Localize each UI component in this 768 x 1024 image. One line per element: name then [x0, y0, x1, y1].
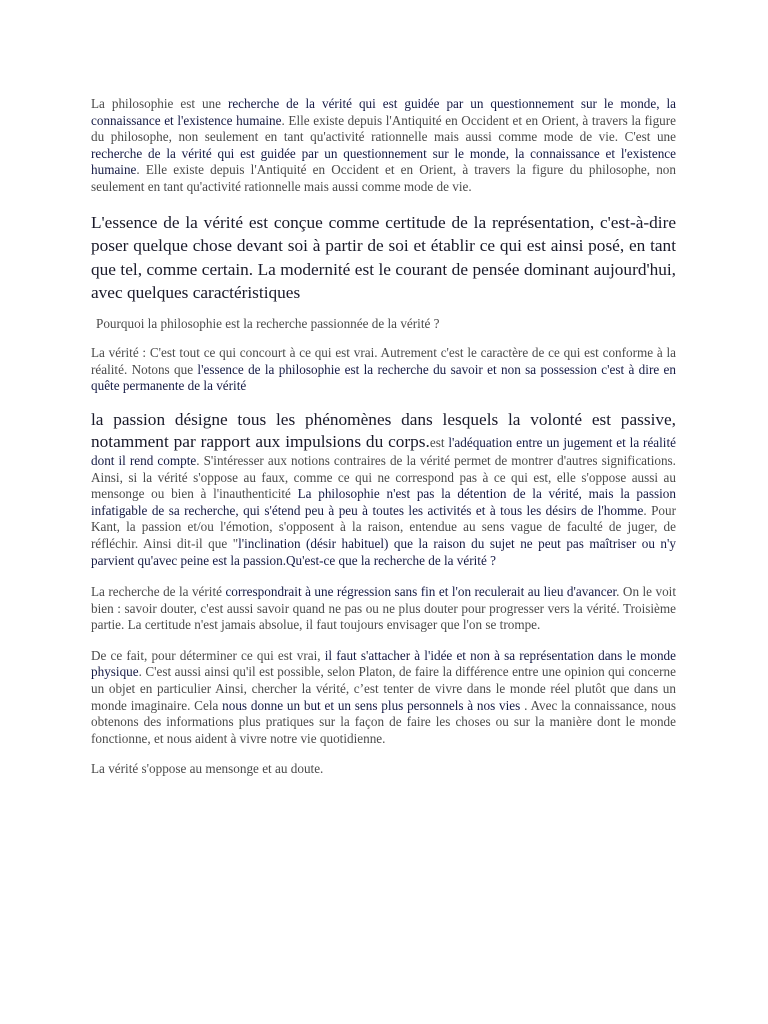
text-run: L'essence de la vérité est conçue comme certitude de la représentation, c'est-à-dire poser quelque chose devant soi à partir de soi et établir ce qui est ainsi posé, en tant que tel, comme certain. La modernité est le courant de pensée dominant aujourd'hui, avec quelques caractéristiques: [91, 212, 676, 303]
paragraph-intro: [91, 96, 676, 196]
paragraph-recherche: [91, 584, 676, 634]
text-run: . Pour Kant, la passion et/ou l'émotion, s'opposent à la raison, entendue au sens vague de faculté de juger, de réfléchir. Ainsi dit-il que ": [91, 502, 676, 551]
document-page: [91, 96, 676, 778]
paragraph-verite: [91, 345, 676, 395]
text-run: La vérité s'oppose au mensonge et au doute.: [91, 761, 324, 777]
text-run: est: [429, 434, 449, 450]
text-run: La recherche de la vérité: [91, 584, 226, 600]
text-run: . Avec la connaissance, nous obtenons des informations plus pratiques sur la façon de faire les choses ou sur la manière dont le monde fonctionne, et nous aident à vivre notre vie quotidienne.: [91, 697, 676, 746]
highlighted-text: recherche de la vérité qui est guidée par un questionnement sur le monde, la connaissance et l'existence humaine: [91, 96, 676, 128]
question-heading: [91, 316, 676, 333]
highlighted-text: correspondrait à une régression sans fin et l'on reculerait au lieu d'avancer: [225, 584, 617, 600]
highlighted-text: nous donne un but et un sens plus personnels à nos vies: [222, 697, 521, 713]
text-run: De ce fait, pour déterminer ce qui est vrai,: [91, 647, 325, 663]
text-run: La philosophie est une: [91, 96, 228, 111]
text-run: . C'est aussi ainsi qu'il est possible, selon Platon, de faire la différence entre une opinion qui concerne un objet en particulier Ainsi, chercher la vérité, c’est tenter de vivre dans le monde réel plutôt que dans un monde imaginaire. Cela: [91, 664, 676, 713]
text-run: . Elle existe depuis l'Antiquité en Occident et en Orient, à travers la figure du philosophe, non seulement en tant qu'activité rationnelle mais aussi comme mode de vie.: [91, 162, 676, 194]
large-text-run: la passion désigne tous les phénomènes dans lesquels la volonté est passive, notamment par rapport aux impulsions du corps.: [91, 409, 676, 451]
text-run: Pourquoi la philosophie est la recherche passionnée de la vérité ?: [96, 315, 440, 331]
highlighted-text: il faut s'attacher à l'idée et non à sa représentation dans le monde physique: [91, 647, 677, 680]
highlighted-text: recherche de la vérité qui est guidée par un questionnement sur le monde, la connaissance et l'existence humaine: [91, 145, 676, 178]
text-run: La vérité : C'est tout ce qui concourt à ce qui est vrai. Autrement c'est le caractère de ce qui est conforme à la réalité. Notons que: [91, 345, 676, 377]
highlighted-text: l'essence de la philosophie est la recherche du savoir et non sa possession c'est à dire en quête permanente de la vérité: [91, 361, 676, 394]
highlighted-text: La philosophie n'est pas la détention de la vérité, mais la passion infatigable de sa recherche, qui s'étend peu à peu à toutes les activités et à tous les désirs de l'homme: [91, 486, 676, 518]
highlighted-text: Qu'est-ce que la recherche de la vérité ?: [286, 552, 496, 568]
paragraph-essence: [91, 211, 676, 305]
paragraph-platon: [91, 648, 676, 748]
text-run: . Elle existe depuis l'Antiquité en Occident et en Orient, à travers la figure du philosophe, non seulement en tant qu'activité rationnelle mais aussi comme mode de vie. C'est une: [91, 112, 677, 145]
text-run: . On le voit bien : savoir douter, c'est aussi savoir quand ne pas ou ne plus douter pour progresser vers la vérité. Troisième partie. La certitude n'est jamais absolue, il faut toujours envisager que l'on se trompe.: [91, 584, 676, 633]
highlighted-text: l'inclination (désir habituel) que la raison du sujet ne peut pas maîtriser ou n'y parvient qu'avec peine est la passion.: [91, 535, 676, 568]
text-run: . S'intéresser aux notions contraires de la vérité permet de montrer d'autres significations. Ainsi, si la vérité s'oppose au faux, comme ce qui ne correspond pas à ce qui est, elle s'oppose aussi au mensonge ou bien à l'inauthenticité: [91, 452, 676, 502]
paragraph-passion: [91, 409, 676, 569]
highlighted-text: l'adéquation entre un jugement et la réalité dont il rend compte: [91, 434, 676, 468]
paragraph-conclusion: [91, 761, 676, 778]
